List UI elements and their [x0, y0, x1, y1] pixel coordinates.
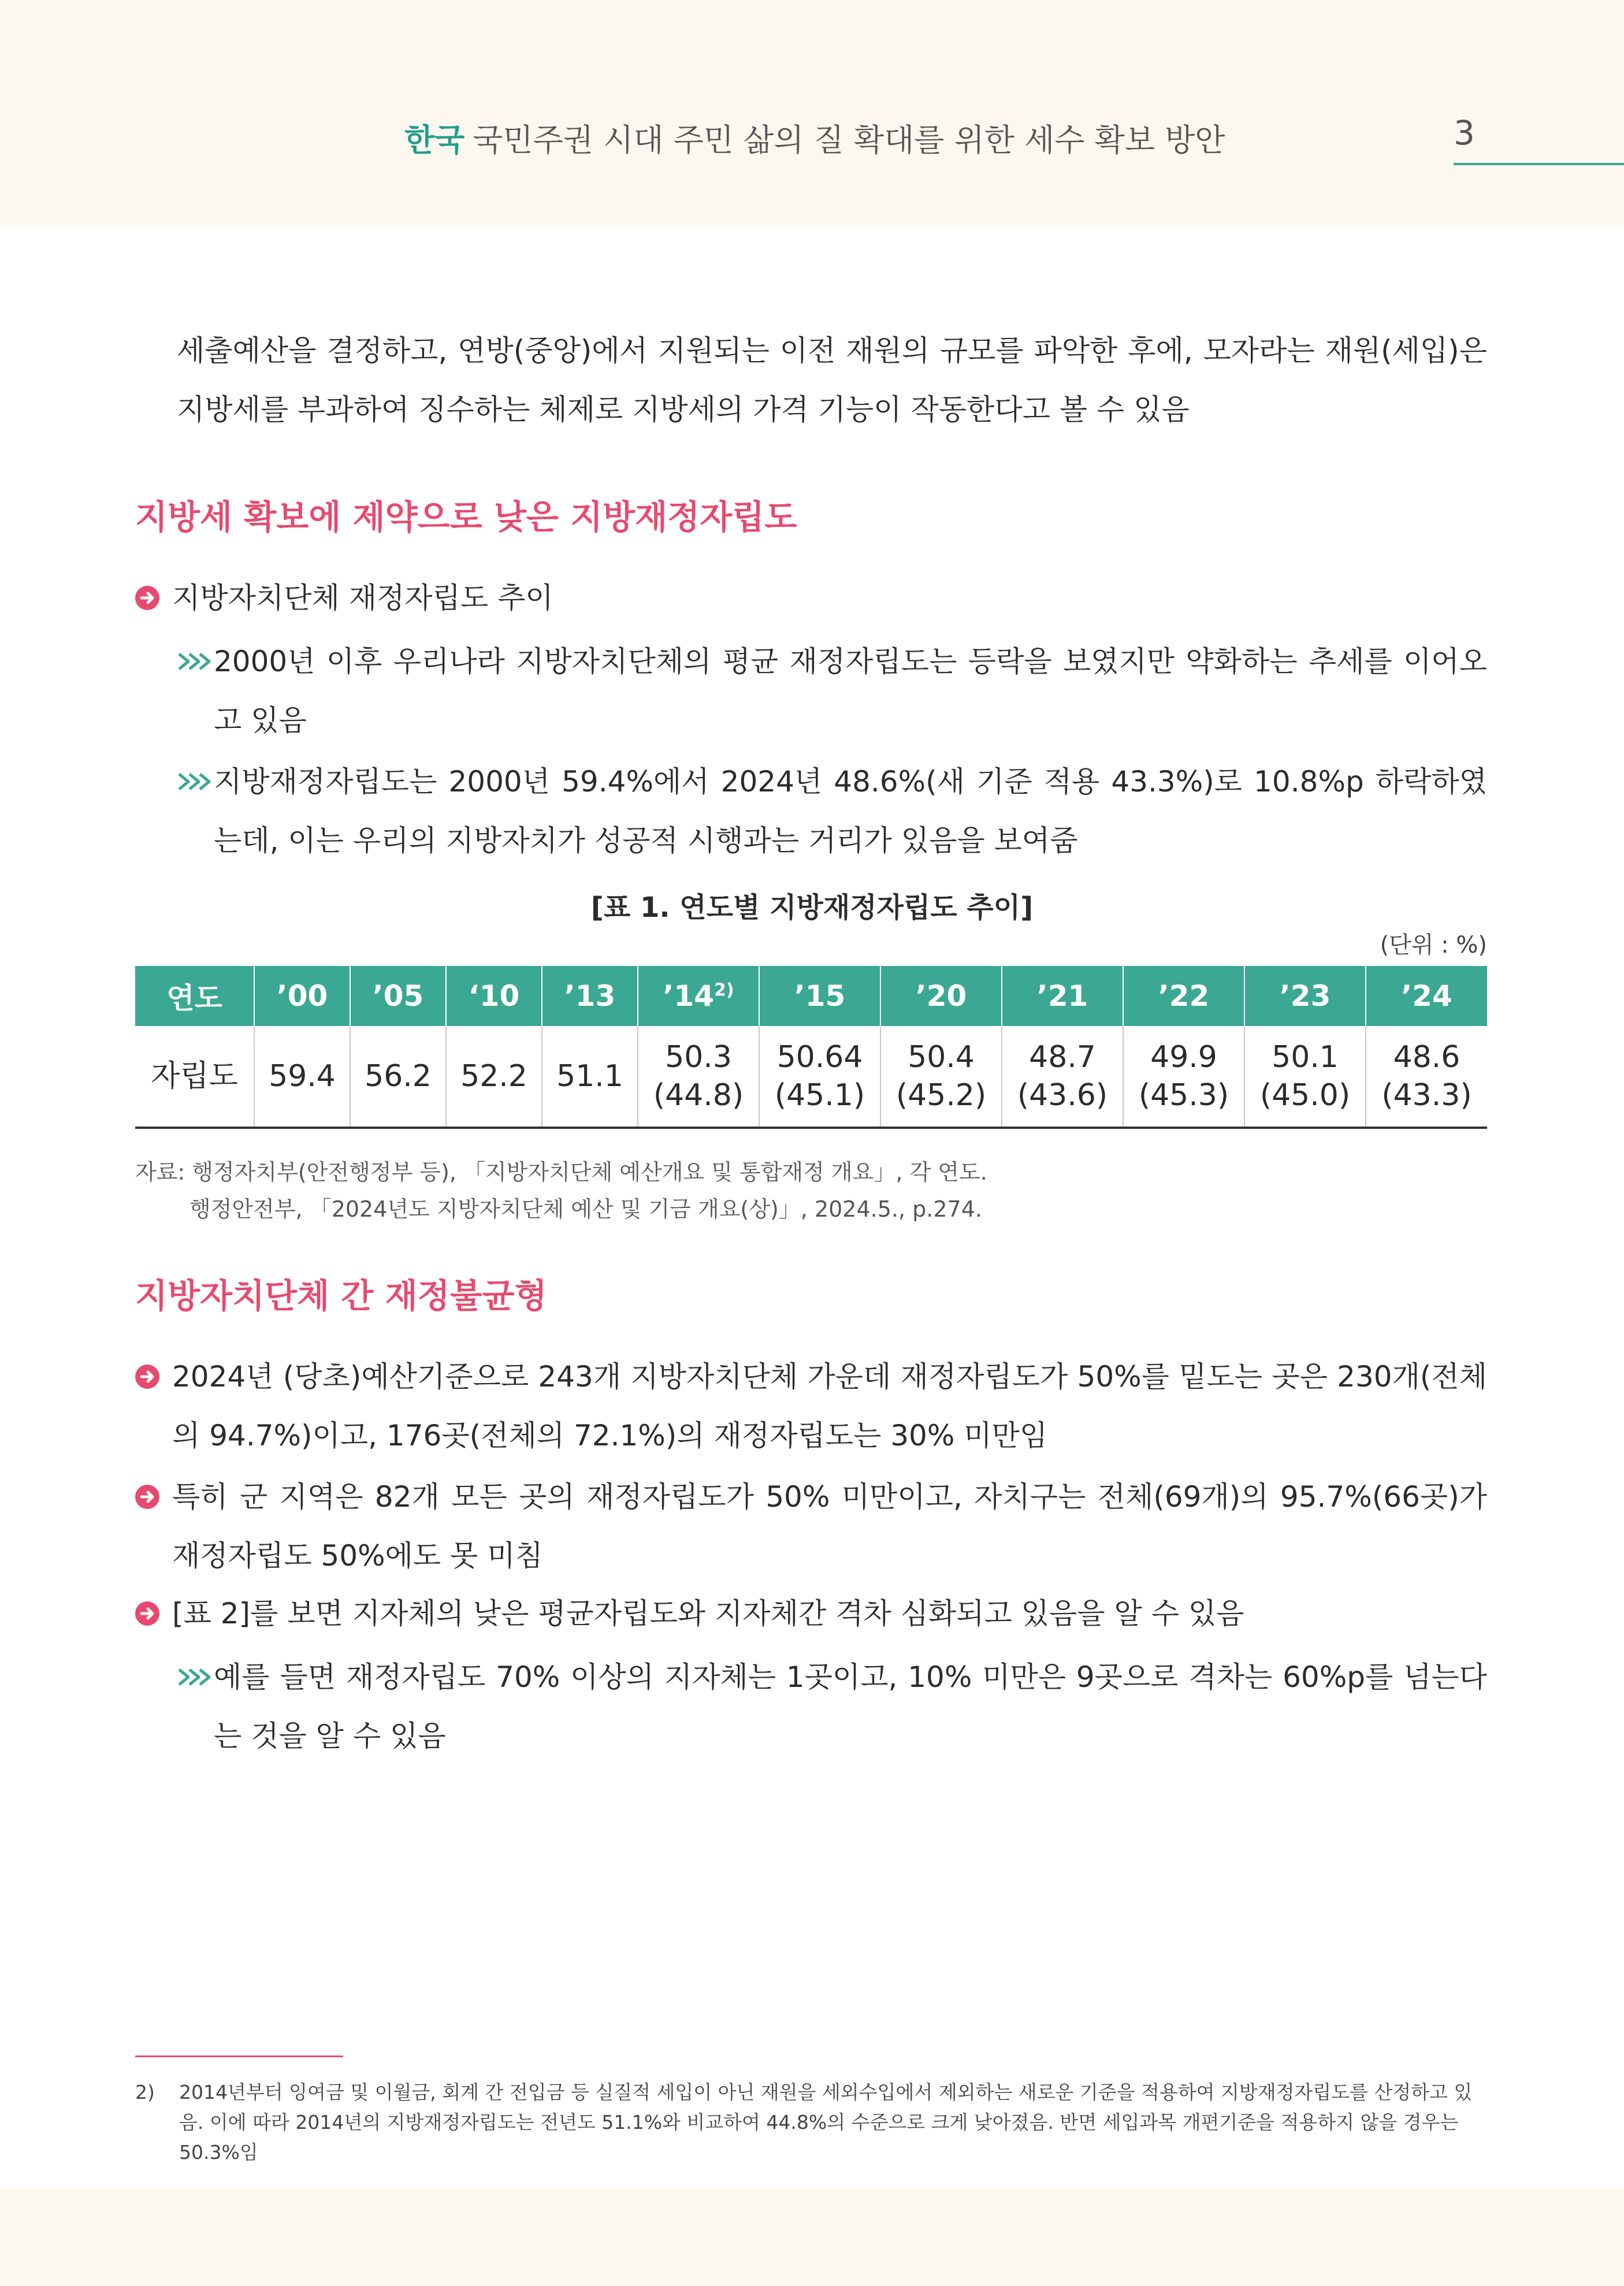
section-title-2: 지방자치단체 간 재정불균형: [135, 1276, 547, 1315]
sub-value: (44.8): [653, 1078, 744, 1113]
value: 59.4: [269, 1059, 336, 1094]
footnote: [135, 2077, 1487, 2168]
footnote-number: 2): [135, 2081, 155, 2103]
header-cell: ’15: [759, 966, 880, 1026]
footnote-mark: 2): [713, 980, 734, 1001]
table-title: [표 1. 연도별 지방재정자립도 추이]: [590, 891, 1034, 924]
value: 52.2: [460, 1059, 527, 1094]
double-chevron-right-icon: [177, 652, 213, 671]
double-chevron-right-icon: [177, 1667, 213, 1687]
value-cell: [759, 1026, 880, 1128]
header-cell: ’05: [350, 966, 446, 1026]
circle-arrow-right-icon: [135, 1365, 159, 1389]
value-cell: [880, 1026, 1002, 1128]
header-cell: ‘10: [446, 966, 542, 1026]
table-source-line1: 자료: 행정자치부(안전행정부 등), 「지방자치단체 예산개요 및 통합재정 개요」, 각 연도.: [135, 1159, 987, 1185]
sub-item: [177, 1648, 1487, 1765]
running-head: [404, 116, 1225, 160]
value-cell: [638, 1026, 759, 1128]
bullet-text: 특히 군 지역은 82개 모든 곳의 재정자립도가 50% 미만이고, 자치구는 전체(69개)의 95.7%(66곳)가 재정자립도 50%에도 못 미침: [172, 1480, 1487, 1573]
value: 56.2: [365, 1059, 432, 1094]
value: 48.6: [1393, 1040, 1461, 1075]
value-cell: [1244, 1026, 1366, 1128]
section-title-1: 지방세 확보에 제약으로 낮은 지방재정자립도: [135, 497, 797, 537]
circle-arrow-right-icon: [135, 1485, 159, 1509]
value-cell: [542, 1026, 638, 1128]
value: 50.64: [776, 1040, 863, 1075]
header-cell: [638, 966, 759, 1026]
sub-text: 지방재정자립도는 2000년 59.4%에서 2024년 48.6%(새 기준 적용 43.3%)로 10.8%p 하락하였는데, 이는 우리의 지방자치가 성공적 시행과는 거리가 있음을 보여줌: [214, 765, 1487, 857]
header-cell: ’21: [1002, 966, 1123, 1026]
sub-value: (45.0): [1259, 1078, 1351, 1113]
header-cell: ’13: [542, 966, 638, 1026]
value-cell: [254, 1026, 350, 1128]
header-rule: [1454, 163, 1624, 165]
table-row: [135, 1026, 1487, 1128]
circle-arrow-right-icon: [135, 586, 159, 610]
value: 48.7: [1029, 1040, 1096, 1075]
circle-arrow-right-icon: [135, 1601, 159, 1626]
bullet-text: [표 2]를 보면 지자체의 낮은 평균자립도와 지자체간 격차 심화되고 있음을 알 수 있음: [172, 1597, 1244, 1630]
bullet-text: 지방자치단체 재정자립도 추이: [172, 581, 553, 615]
bullet-item: [135, 1347, 1487, 1465]
sub-value: (43.3): [1381, 1078, 1472, 1113]
table-source-line2: 행정안전부, 「2024년도 지방자치단체 예산 및 기금 개요(상)」, 2024.5., p.274.: [189, 1196, 982, 1222]
value: 50.1: [1272, 1040, 1339, 1075]
sub-text: 2000년 이후 우리나라 지방자치단체의 평균 재정자립도는 등락을 보였지만 약화하는 추세를 이어오고 있음: [214, 645, 1487, 737]
report-title: 국민주권 시대 주민 삶의 질 확대를 위한 세수 확보 방안: [473, 122, 1225, 158]
header-cell: ’23: [1244, 966, 1366, 1026]
header-cell: ’24: [1366, 966, 1487, 1026]
value: 49.9: [1150, 1040, 1217, 1075]
value: 50.4: [908, 1040, 975, 1075]
value-cell: [1123, 1026, 1244, 1128]
header-cell: ’20: [880, 966, 1002, 1026]
value-cell: [1002, 1026, 1123, 1128]
sub-value: (45.1): [774, 1078, 865, 1113]
value-cell: [350, 1026, 446, 1128]
bullet-item: [135, 1467, 1487, 1585]
value-cell: [446, 1026, 542, 1128]
sub-item: [177, 752, 1487, 870]
sub-text: 예를 들면 재정자립도 70% 이상의 지자체는 1곳이고, 10% 미만은 9곳으로 격차는 60%p를 넘는다는 것을 알 수 있음: [214, 1660, 1487, 1753]
header-cell: ’22: [1123, 966, 1244, 1026]
header-cell: ’00: [254, 966, 350, 1026]
value-cell: [1366, 1026, 1487, 1128]
row-label: 자립도: [135, 1026, 254, 1128]
sub-item: [177, 632, 1487, 750]
self-reliance-table: [135, 966, 1487, 1129]
footnote-text: 2014년부터 잉여금 및 이월금, 회계 간 전입금 등 실질적 세입이 아닌 재원을 세외수입에서 제외하는 새로운 기준을 적용하여 지방재정자립도를 산정하고 있음. 이에 따라 2014년의 지방재정자립도는 전년도 51.1%와 비교하여 44.8%의 수준으로 크게 낮아졌음. 반면 세입과목 개편기준을 적용하지 않을 경우는 50.3%임: [179, 2081, 1473, 2164]
double-chevron-right-icon: [177, 772, 213, 791]
bullet-item: [135, 1584, 1487, 1643]
header-band: [0, 0, 1624, 226]
page-number: 3: [1454, 113, 1475, 153]
value: 50.3: [665, 1040, 732, 1075]
value: 51.1: [556, 1059, 623, 1094]
sub-value: (45.2): [895, 1078, 987, 1113]
header-cell: 연도: [135, 966, 254, 1026]
header-year: ’14: [663, 979, 714, 1013]
sub-value: (43.6): [1017, 1078, 1108, 1113]
brand-label: 한국: [404, 122, 465, 158]
footnote-rule: [135, 2055, 343, 2057]
bullet-item: [135, 568, 1487, 627]
intro-paragraph: 세출예산을 결정하고, 연방(중앙)에서 지원되는 이전 재원의 규모를 파악한 후에, 모자라는 재원(세입)은 지방세를 부과하여 징수하는 체제로 지방세의 가격 기능이 작동한다고 볼 수 있음: [177, 334, 1487, 426]
bullet-text: 2024년 (당초)예산기준으로 243개 지방자치단체 가운데 재정자립도가 50%를 밑도는 곳은 230개(전체의 94.7%)이고, 176곳(전체의 72.1%)의 재정자립도는 30% 미만임: [172, 1360, 1487, 1452]
footer-band: [0, 2188, 1624, 2286]
table-unit: (단위 : %): [1380, 932, 1487, 958]
sub-value: (45.3): [1138, 1078, 1229, 1113]
